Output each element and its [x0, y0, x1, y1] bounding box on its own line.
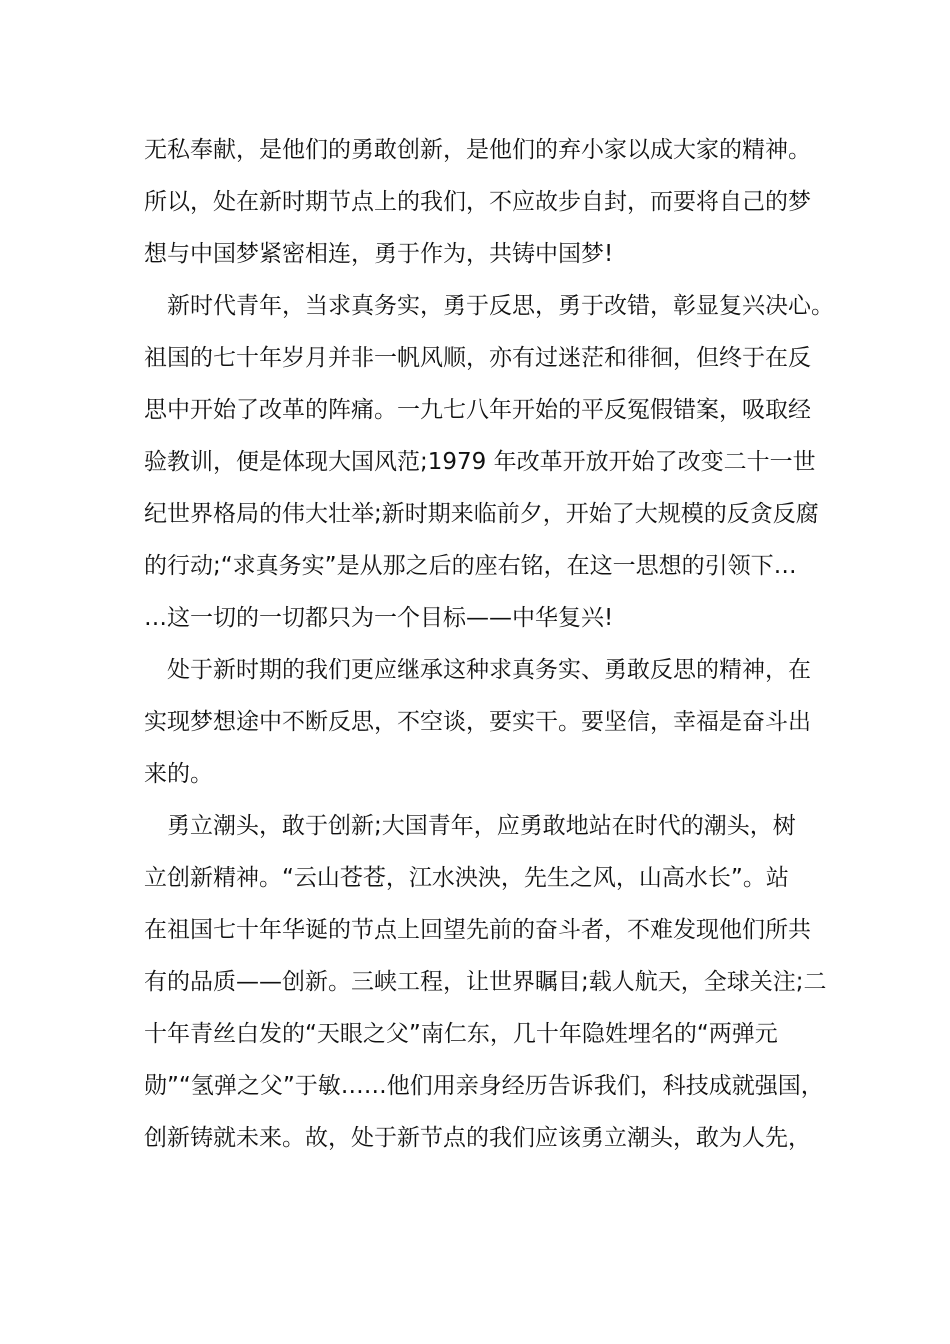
- text-line: 无私奉献，是他们的勇敢创新，是他们的弃小家以成大家的精神。: [144, 137, 811, 163]
- text-line: 想与中国梦紧密相连，勇于作为，共铸中国梦!: [144, 241, 614, 267]
- text-line: 来的。: [144, 761, 213, 787]
- paragraph-4: [144, 800, 827, 1164]
- body-text: [144, 124, 834, 1164]
- text-line: 所以，处在新时期节点上的我们，不应故步自封，而要将自己的梦: [144, 189, 811, 215]
- text-line: 思中开始了改革的阵痛。一九七八年开始的平反冤假错案，吸取经: [144, 397, 811, 423]
- text-line: 的行动;“求真务实”是从那之后的座右铭，在这一思想的引领下…: [144, 553, 797, 579]
- text-line: 处于新时期的我们更应继承这种求真务实、勇敢反思的精神，在: [144, 657, 811, 683]
- text-line: …这一切的一切都只为一个目标——中华复兴!: [144, 605, 614, 631]
- paragraph-3: [144, 644, 824, 800]
- text-line: 在祖国七十年华诞的节点上回望先前的奋斗者，不难发现他们所共: [144, 917, 811, 943]
- paragraph-1: [144, 124, 824, 280]
- text-line: 十年青丝白发的“天眼之父”南仁东，几十年隐姓埋名的“两弹元: [144, 1021, 778, 1047]
- text-line: 勋”“氢弹之父”于敏……他们用亲身经历告诉我们，科技成就强国，: [144, 1073, 824, 1099]
- text-line: 勇立潮头，敢于创新;大国青年，应勇敢地站在时代的潮头，树: [144, 813, 796, 839]
- text-line: 有的品质——创新。三峡工程，让世界瞩目;载人航天，全球关注;二: [144, 969, 827, 995]
- text-line: 实现梦想途中不断反思，不空谈，要实干。要坚信，幸福是奋斗出: [144, 709, 811, 735]
- paragraph-2: [144, 280, 834, 644]
- text-line: 验教训，便是体现大国风范;1979 年改革开放开始了改变二十一世: [144, 449, 816, 475]
- text-line: 新时代青年，当求真务实，勇于反思，勇于改错，彰显复兴决心。: [144, 293, 834, 319]
- text-line: 祖国的七十年岁月并非一帆风顺，亦有过迷茫和徘徊，但终于在反: [144, 345, 811, 371]
- text-line: 纪世界格局的伟大壮举;新时期来临前夕，开始了大规模的反贪反腐: [144, 501, 819, 527]
- text-line: 创新铸就未来。故，处于新节点的我们应该勇立潮头，敢为人先，: [144, 1125, 811, 1151]
- text-line: 立创新精神。“云山苍苍，江水泱泱，先生之风，山高水长”。站: [144, 865, 789, 891]
